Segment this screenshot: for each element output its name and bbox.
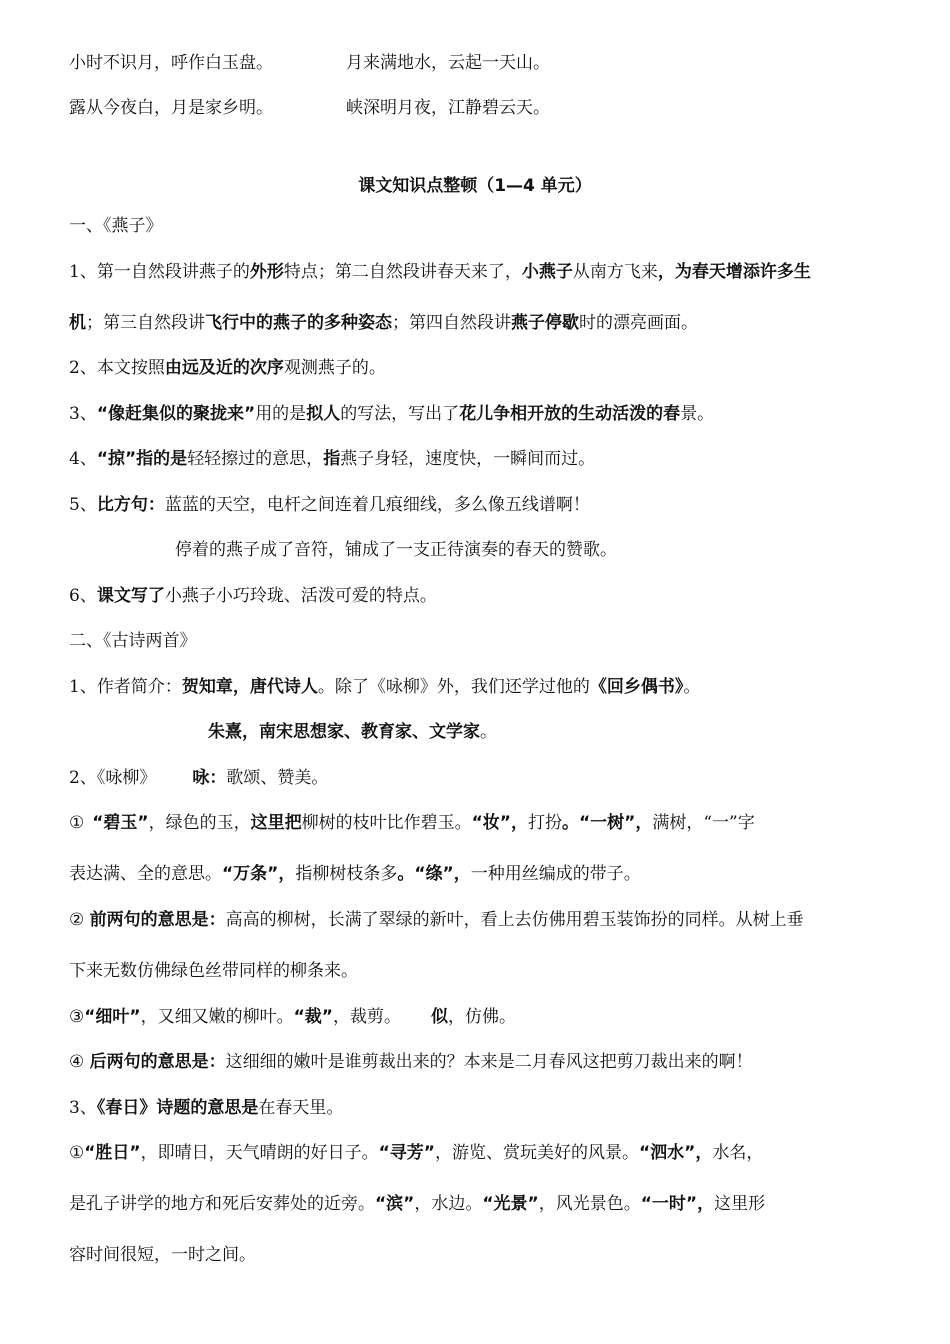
- emphasis: “掠”指的是: [96, 449, 188, 469]
- emphasis: “光景”: [482, 1194, 539, 1214]
- text: ，即晴日，天气晴朗的好日子。: [140, 1143, 379, 1163]
- paragraph: [69, 1097, 910, 1119]
- emphasis: 机: [69, 313, 86, 333]
- emphasis: 贺知章，唐代诗人: [181, 677, 318, 697]
- emphasis: 《回乡偶书》: [589, 677, 684, 697]
- emphasis: 似: [430, 1007, 448, 1027]
- paragraph: [69, 960, 910, 982]
- emphasis: “寻芳”: [378, 1143, 435, 1163]
- emphasis: “滨”: [375, 1194, 415, 1214]
- poem-line: 月来满地水，云起一天山。: [346, 53, 550, 73]
- paragraph: [69, 863, 910, 885]
- emphasis: 小燕子: [521, 262, 573, 282]
- emphasis: 课文写了: [96, 586, 165, 606]
- text: 2、本文按照: [69, 358, 165, 378]
- paragraph: [69, 1006, 910, 1028]
- text: 水名，: [712, 1143, 764, 1163]
- paragraph: [69, 909, 910, 931]
- paragraph: [69, 1193, 910, 1215]
- text: 6、: [69, 586, 97, 606]
- text: 的写法，写出了: [340, 404, 460, 424]
- emphasis: 由远及近的次序: [164, 358, 284, 378]
- page-title: 课文知识点整顿（1—4 单元）: [358, 176, 592, 196]
- text: 容时间很短，一时之间。: [69, 1245, 256, 1265]
- paragraph: [69, 585, 910, 607]
- section-heading: 二、《古诗两首》: [69, 631, 197, 651]
- text: 。: [480, 722, 497, 742]
- emphasis: “细叶”: [84, 1007, 141, 1027]
- section-heading: 一、《燕子》: [69, 216, 163, 236]
- text: 时的漂亮画面。: [579, 313, 698, 333]
- text: ，绿色的玉，: [148, 813, 251, 833]
- emphasis: 比方句：: [96, 495, 165, 515]
- text: ，仿佛。: [447, 1007, 516, 1027]
- poem-line: 小时不识月，呼作白玉盘。: [69, 53, 273, 73]
- emphasis: 花儿争相开放的生动活泼的春: [459, 404, 681, 424]
- text: 5、: [69, 495, 97, 515]
- emphasis: “一时”，: [640, 1194, 715, 1214]
- text: 1、作者简介：: [69, 677, 182, 697]
- text: 下来无数仿佛绿色丝带同样的柳条来。: [69, 961, 358, 981]
- text: 4、: [69, 449, 97, 469]
- poem-line: 峡深明月夜，江静碧云天。: [346, 98, 550, 118]
- text: 满树，“一”字: [652, 813, 755, 833]
- text: ①: [69, 1143, 85, 1163]
- text: ；第三自然段讲: [86, 313, 205, 333]
- text: ，水边。: [414, 1194, 483, 1214]
- text: ；第四自然段讲: [392, 313, 511, 333]
- text: 指柳树枝条多: [295, 864, 398, 884]
- text: ，又细又嫩的柳叶。: [140, 1007, 294, 1027]
- paragraph: [69, 676, 910, 698]
- text: 1、第一自然段讲燕子的: [69, 262, 250, 282]
- text: 打扮: [527, 813, 562, 833]
- text: 表达满、全的意思。: [69, 864, 222, 884]
- emphasis: 。“一树”，: [561, 813, 653, 833]
- paragraph-indent: 停着的燕子成了音符，铺成了一支正待演奏的春天的赞歌。: [175, 540, 617, 560]
- emphasis: 后两句的意思是：: [89, 1052, 226, 1072]
- emphasis: 朱熹，南宋思想家、教育家、文学家: [208, 722, 480, 742]
- emphasis: “妆”，: [471, 813, 528, 833]
- emphasis: “万条”，: [222, 864, 296, 884]
- text: 2、《咏柳》: [69, 768, 157, 788]
- text: 燕子身轻，速度快，一瞬间而过。: [340, 449, 596, 469]
- text: 特点；第二自然段讲春天来了，: [283, 262, 522, 282]
- text: 3、: [69, 1098, 97, 1118]
- paragraph: [69, 812, 910, 834]
- text: ，风光景色。: [538, 1194, 641, 1214]
- text: ④: [69, 1052, 90, 1072]
- paragraph: [69, 448, 910, 470]
- text: 是孔子讲学的地方和死后安葬处的近旁。: [69, 1194, 375, 1214]
- text: 轻轻擦过的意思，: [187, 449, 324, 469]
- emphasis: 指: [323, 449, 341, 469]
- paragraph: [69, 312, 910, 334]
- text: 蓝蓝的天空，电杆之间连着几痕细线，多么像五线谱啊！: [164, 495, 590, 515]
- text: ②: [69, 910, 90, 930]
- emphasis: 《春日》诗题的意思是: [96, 1098, 259, 1118]
- emphasis: 咏：: [192, 768, 227, 788]
- text: 3、: [69, 404, 97, 424]
- emphasis: ，为春天增添许多生: [657, 262, 811, 282]
- text: 观测燕子的。: [283, 358, 386, 378]
- emphasis: “像赶集似的聚拢来”: [96, 404, 256, 424]
- emphasis: “裁”: [293, 1007, 333, 1027]
- emphasis: 这里把: [250, 813, 302, 833]
- emphasis: 前两句的意思是：: [89, 910, 226, 930]
- emphasis: 外形: [249, 262, 284, 282]
- text: 歌颂、赞美。: [226, 768, 329, 788]
- text: 这里形: [714, 1194, 766, 1214]
- emphasis: “泗水”，: [638, 1143, 713, 1163]
- text: 柳树的枝叶比作碧玉。: [301, 813, 472, 833]
- text: 景。: [680, 404, 715, 424]
- text: 。: [683, 677, 701, 697]
- paragraph: [69, 261, 910, 283]
- emphasis: 。“绦”，: [397, 864, 471, 884]
- text: 高高的柳树，长满了翠绿的新叶，看上去仿佛用碧玉装饰扮的同样。从树上垂: [225, 910, 804, 930]
- paragraph: [69, 1244, 910, 1266]
- emphasis: 燕子停歇: [511, 313, 579, 333]
- emphasis: 拟人: [306, 404, 341, 424]
- text: ①: [69, 813, 85, 833]
- text: 在春天里。: [258, 1098, 344, 1118]
- paragraph: [69, 1051, 910, 1073]
- paragraph: [69, 767, 910, 789]
- text: 小燕子小巧玲珑、活泼可爱的特点。: [164, 586, 437, 606]
- text: 用的是: [255, 404, 307, 424]
- text: 一种用丝编成的带子。: [470, 864, 641, 884]
- emphasis: “碧玉”: [92, 813, 149, 833]
- paragraph: [69, 1142, 910, 1164]
- paragraph: [69, 494, 910, 516]
- paragraph-indent: [208, 721, 910, 743]
- text: 从南方飞来: [572, 262, 658, 282]
- text: 这细细的嫩叶是谁剪裁出来的？本来是二月春风这把剪刀裁出来的啊！: [225, 1052, 753, 1072]
- emphasis: “胜日”: [84, 1143, 141, 1163]
- text: ，裁剪。: [332, 1007, 401, 1027]
- poem-line: 露从今夜白，月是家乡明。: [69, 98, 273, 118]
- emphasis: 飞行中的燕子的多种姿态: [205, 313, 392, 333]
- text: 。除了《咏柳》外，我们还学过他的: [317, 677, 590, 697]
- text: ③: [69, 1007, 85, 1027]
- paragraph: [69, 403, 910, 425]
- text: ，游览、赏玩美好的风景。: [434, 1143, 639, 1163]
- paragraph: [69, 357, 910, 379]
